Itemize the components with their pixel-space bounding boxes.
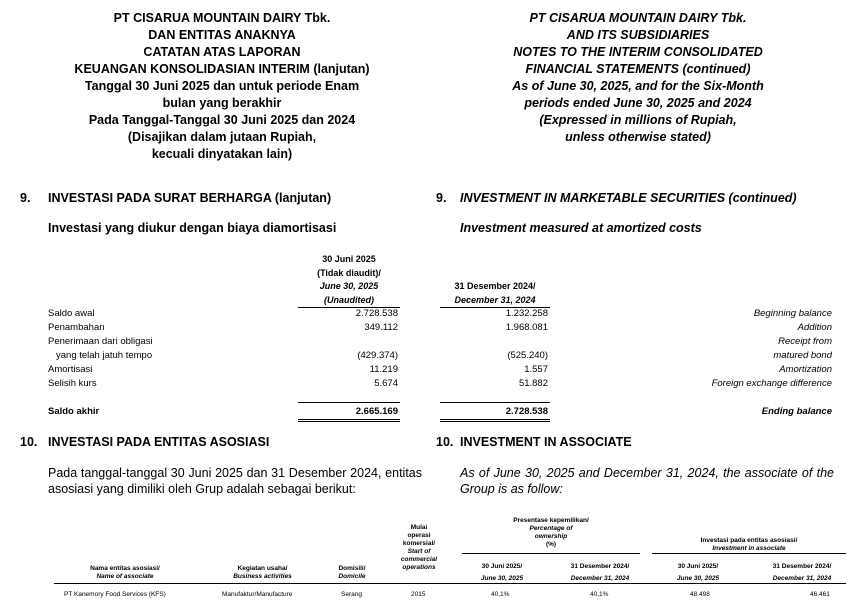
cell-ownership-dec-2024: 40,1%	[590, 591, 609, 598]
column-header-june-2025: 30 Juni 2025 (Tidak diaudit)/ June 30, 2025 (Unaudited)	[317, 254, 381, 305]
header-line: (Disajikan dalam jutaan Rupiah,	[127, 130, 317, 144]
section-10-number-en: 10.	[436, 435, 454, 449]
paragraph-en: As of June 30, 2025 and December 31, 2024, the associate of the Group is as follow:	[460, 466, 834, 496]
table-row: Penerimaan dari obligasi Receipt from	[48, 336, 832, 347]
section-9-number: 9.	[20, 191, 31, 205]
header-line: FINANCIAL STATEMENTS (continued)	[525, 62, 751, 76]
table-row: Penambahan 349.112 1.968.081 Addition	[48, 322, 832, 333]
paragraph-id: Pada tanggal-tanggal 30 Juni 2025 dan 31 Desember 2024, entitas asosiasi yang dimiliki oleh Grup adalah sebagai berikut:	[48, 466, 422, 496]
header-line: As of June 30, 2025, and for the Six-Month	[512, 79, 764, 93]
cell-investment-june-2025: 48.498	[690, 591, 710, 598]
th-ownership-group: Presentase kepemilikan/ Percentage of ownership (%)	[513, 517, 589, 548]
cell-business-activity: Manufaktur/Manufacture	[222, 591, 293, 598]
cell-domicile: Serang	[341, 591, 362, 598]
header-line: PT CISARUA MOUNTAIN DAIRY Tbk.	[113, 11, 331, 25]
section-10-title-id: INVESTASI PADA ENTITAS ASOSIASI	[48, 435, 270, 449]
column-header-dec-2024: 31 Desember 2024/ December 31, 2024	[454, 281, 536, 305]
th-investment-june-2025: 30 Juni 2025/ June 30, 2025	[676, 563, 720, 582]
total-rule	[440, 402, 550, 403]
header-line: NOTES TO THE INTERIM CONSOLIDATED	[513, 45, 763, 59]
th-ownership-dec-2024: 31 Desember 2024/ December 31, 2024	[570, 563, 630, 582]
header-line: CATATAN ATAS LAPORAN	[143, 45, 301, 59]
th-domicile: Domisili/ Domicile	[338, 565, 366, 580]
double-rule	[298, 421, 400, 422]
header-line: bulan yang berakhir	[162, 96, 282, 110]
th-start-operations: Mulai operasi komersial/ Start of commercial operations	[400, 524, 438, 571]
cell-investment-dec-2024: 46.461	[810, 591, 830, 598]
table-row: Selisih kurs 5.674 51.882 Foreign exchange difference	[48, 378, 832, 389]
th-investment-group: Investasi pada entitas asosiasi/ Investment in associate	[700, 537, 798, 552]
section-9-subtitle-en: Investment measured at amortized costs	[460, 221, 702, 235]
header-line: Tanggal 30 Juni 2025 dan untuk periode Enam	[84, 79, 360, 93]
th-investment-dec-2024: 31 Desember 2024/ December 31, 2024	[772, 563, 832, 582]
section-10-title-en: INVESTMENT IN ASSOCIATE	[460, 435, 632, 449]
header-line: (Expressed in millions of Rupiah,	[539, 113, 737, 127]
table-header-rule	[54, 583, 846, 584]
header-line: Pada Tanggal-Tanggal 30 Juni 2025 dan 2024	[88, 113, 356, 127]
double-rule	[298, 419, 400, 420]
table-row: Amortisasi 11.219 1.557 Amortization	[48, 364, 832, 375]
section-9-title-en: INVESTMENT IN MARKETABLE SECURITIES (continued)	[460, 191, 797, 205]
double-rule	[440, 421, 550, 422]
header-line: PT CISARUA MOUNTAIN DAIRY Tbk.	[529, 11, 747, 25]
group-rule	[462, 553, 640, 554]
cell-ownership-june-2025: 40,1%	[491, 591, 510, 598]
cell-start-operations: 2015	[411, 591, 426, 598]
double-rule	[440, 419, 550, 420]
header-indonesian	[32, 10, 412, 163]
table-total-row: Saldo akhir 2.665.169 2.728.538 Ending balance	[48, 406, 832, 417]
header-line: KEUANGAN KONSOLIDASIAN INTERIM (lanjutan)	[74, 62, 370, 76]
th-business-activities: Kegiatan usaha/ Business activities	[233, 565, 292, 580]
header-line: DAN ENTITAS ANAKNYA	[148, 28, 296, 42]
group-rule	[652, 553, 846, 554]
table-row: Saldo awal 2.728.538 1.232.258 Beginning balance	[48, 308, 832, 319]
section-10-number: 10.	[20, 435, 38, 449]
table-row: yang telah jatuh tempo (429.374) (525.240) matured bond	[56, 350, 832, 361]
section-9-subtitle-id: Investasi yang diukur dengan biaya diamortisasi	[48, 221, 337, 235]
header-line: unless otherwise stated)	[565, 130, 711, 144]
header-english	[448, 10, 828, 146]
header-line: AND ITS SUBSIDIARIES	[566, 28, 710, 42]
section-9-title-id: INVESTASI PADA SURAT BERHARGA (lanjutan)	[48, 191, 332, 205]
header-line: periods ended June 30, 2025 and 2024	[524, 96, 752, 110]
total-rule	[298, 402, 400, 403]
section-9-number-en: 9.	[436, 191, 447, 205]
th-ownership-june-2025: 30 Juni 2025/ June 30, 2025	[480, 563, 524, 582]
header-line: kecuali dinyatakan lain)	[151, 147, 293, 161]
th-associate-name: Nama entitas asosiasi/ Name of associate	[90, 565, 160, 580]
cell-associate-name: PT Kanemory Food Services (KFS)	[64, 591, 166, 598]
